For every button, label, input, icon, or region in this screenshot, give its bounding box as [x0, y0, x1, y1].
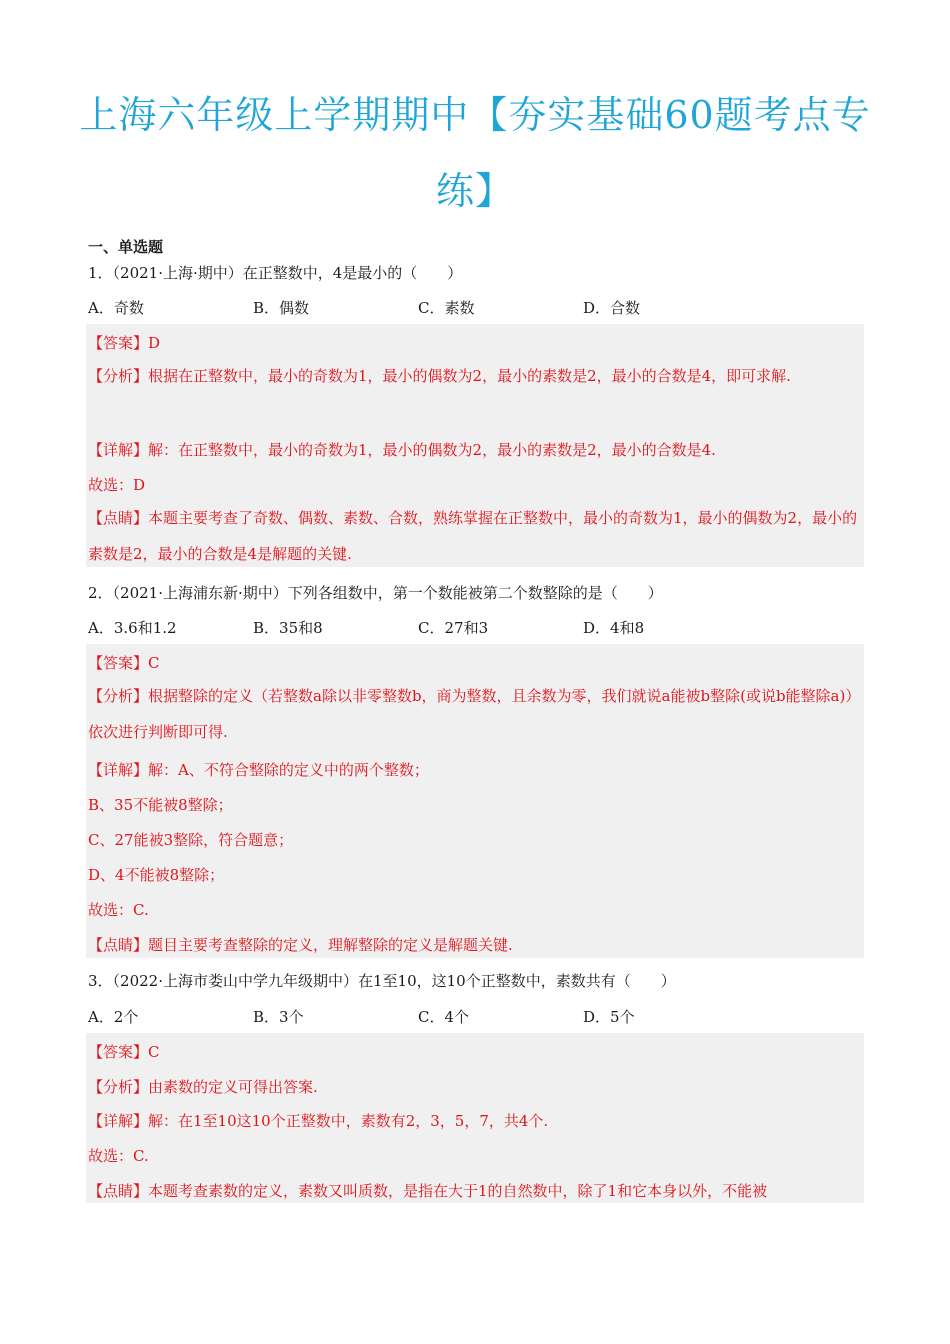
question-2-answer-box [86, 644, 864, 958]
option-a: A．3.6和1.2 [88, 619, 177, 637]
question-3-stem: 3．（2022·上海市娄山中学九年级期中）在1至10，这10个正整数中，素数共有（ ） [88, 972, 676, 990]
document-title-line-1: 上海六年级上学期期中【夯实基础60题考点专 [79, 93, 871, 137]
document-title-line-2: 练】 [435, 169, 514, 213]
analysis-text: 【分析】由素数的定义可得出答案. [88, 1078, 318, 1096]
question-1-stem: 1．（2021·上海·期中）在正整数中，4是最小的（ ） [88, 264, 463, 282]
analysis-text: 【分析】根据整除的定义（若整数a除以非零整数b，商为整数，且余数为零，我们就说a能被b整除(或说b能整除a)）依次进行判断即可得. [88, 687, 853, 741]
question-1-answer-box [86, 324, 864, 567]
option-b: B．偶数 [253, 299, 310, 317]
comment-text: 【点睛】本题主要考查了奇数、偶数、素数、合数，熟练掌握在正整数中，最小的奇数为1，最小的偶数为2，最小的素数是2，最小的合数是4是解题的关键. [88, 509, 858, 563]
option-b: B．3个 [253, 1008, 304, 1026]
explanation-line: B、35不能被8整除； [88, 796, 233, 814]
option-b: B．35和8 [253, 619, 323, 637]
choice-text: 故选：C. [88, 1147, 149, 1165]
option-d: D．合数 [583, 299, 641, 317]
option-c: C．素数 [418, 299, 475, 317]
answer-label: 【答案】D [88, 334, 161, 352]
question-3-options [88, 1006, 868, 1028]
question-2-options [88, 617, 868, 639]
section-heading: 一、单选题 [88, 238, 164, 256]
detail-text: 【详解】解：在1至10这10个正整数中，素数有2，3，5，7，共4个. [88, 1112, 549, 1130]
explanation-line: C、27能被3整除，符合题意； [88, 831, 294, 849]
option-a: A．奇数 [88, 299, 144, 317]
analysis-text: 【分析】根据在正整数中，最小的奇数为1，最小的偶数为2，最小的素数是2，最小的合数是4，即可求解. [88, 367, 791, 385]
question-2-stem: 2．（2021·上海浦东新·期中）下列各组数中，第一个数能被第二个数整除的是（ ） [88, 584, 663, 602]
option-c: C．4个 [418, 1008, 470, 1026]
detail-text: 【详解】解：A、不符合整除的定义中的两个整数； [88, 761, 429, 779]
option-d: D．5个 [583, 1008, 635, 1026]
choice-text: 故选：D [88, 476, 146, 494]
answer-label: 【答案】C [88, 1043, 160, 1061]
option-a: A．2个 [88, 1008, 139, 1026]
question-1-options [88, 297, 868, 319]
answer-label: 【答案】C [88, 654, 160, 672]
option-c: C．27和3 [418, 619, 489, 637]
detail-text: 【详解】解：在正整数中，最小的奇数为1，最小的偶数为2，最小的素数是2，最小的合数是4. [88, 441, 716, 459]
comment-text: 【点睛】本题考查素数的定义，素数又叫质数，是指在大于1的自然数中，除了1和它本身以外，不能被 [88, 1182, 768, 1200]
option-d: D．4和8 [583, 619, 645, 637]
comment-text: 【点睛】题目主要考查整除的定义，理解整除的定义是解题关键. [88, 936, 513, 954]
explanation-line: D、4不能被8整除； [88, 866, 225, 884]
question-3-answer-box [86, 1033, 864, 1203]
choice-text: 故选：C. [88, 901, 149, 919]
